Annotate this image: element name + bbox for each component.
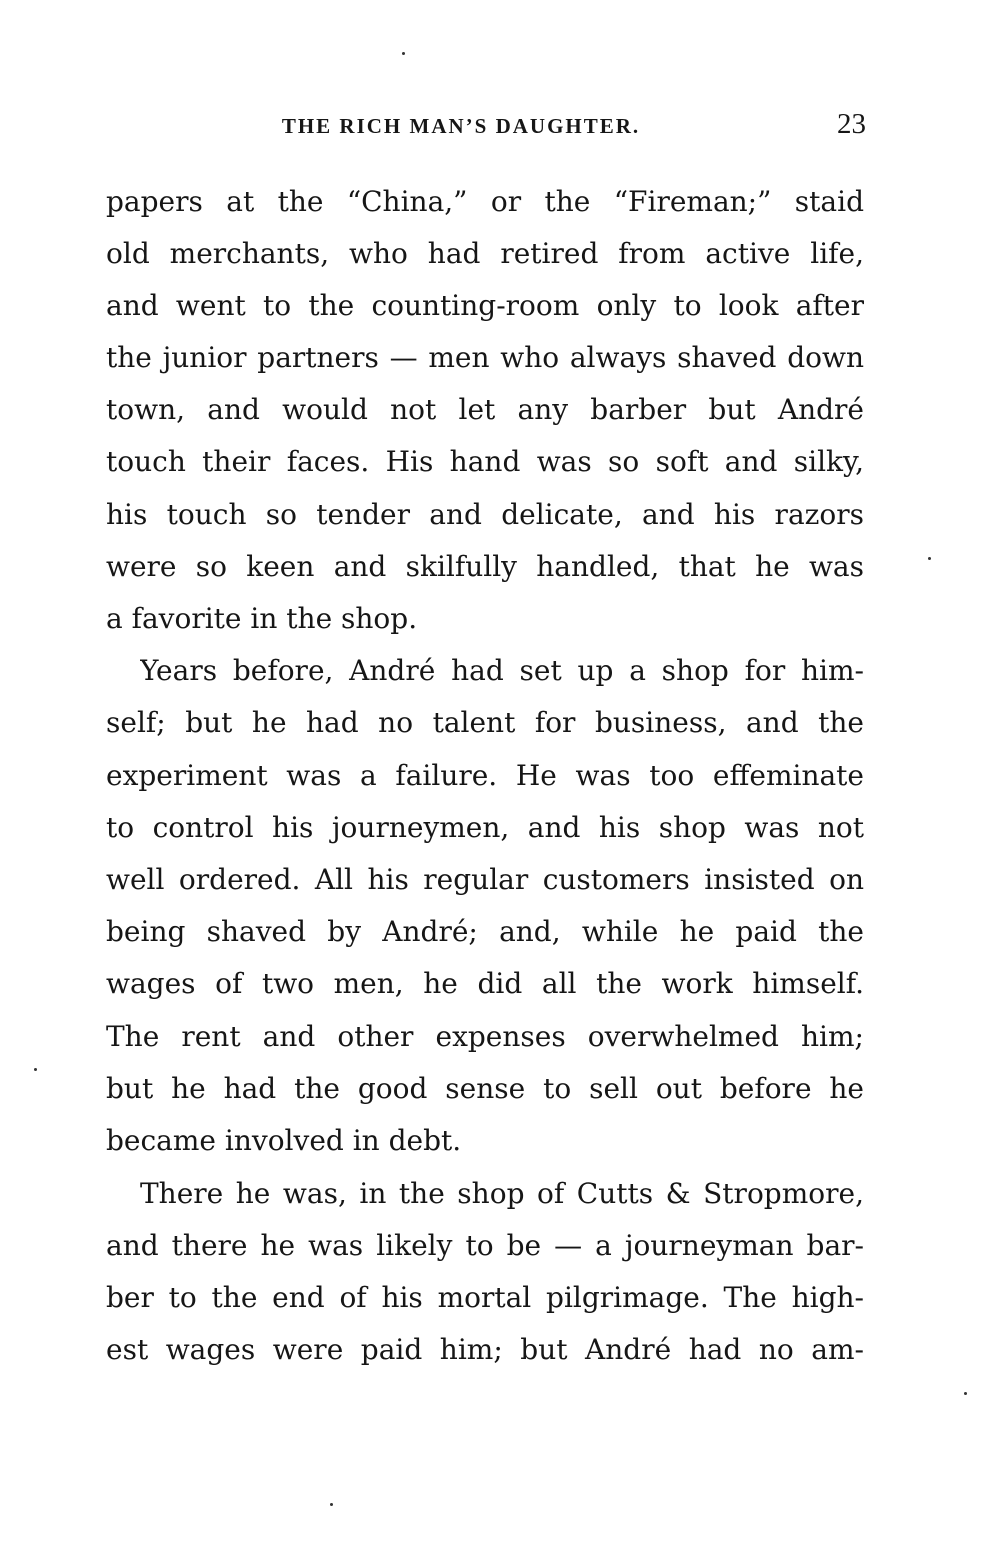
print-speck [330,1503,333,1506]
text-line: town, and would not let any barber but André [106,393,864,426]
text-line: the junior partners — men who always shaved down [106,341,864,374]
text-line: touch their faces. His hand was so soft and silky, [106,445,864,478]
print-speck [402,52,405,55]
text-line: ber to the end of his mortal pilgrimage. The high- [106,1281,864,1314]
paragraph-first-line: There he was, in the shop of Cutts & Stropmore, [140,1177,864,1210]
print-speck [964,1392,967,1395]
text-line: being shaved by André; and, while he paid the [106,915,864,948]
print-speck [928,557,931,560]
text-line: a favorite in the shop. [106,602,418,635]
paragraph-first-line: Years before, André had set up a shop for him- [140,654,864,687]
text-line: became involved in debt. [106,1124,462,1157]
text-line: well ordered. All his regular customers insisted on [106,863,864,896]
page-number: 23 [837,108,866,140]
running-head [106,108,866,142]
text-line: but he had the good sense to sell out before he [106,1072,864,1105]
text-line: were so keen and skilfully handled, that he was [106,550,864,583]
text-line: and there he was likely to be — a journeyman bar- [106,1229,864,1262]
running-head-title: THE RICH MAN’S DAUGHTER. [281,114,641,138]
text-line: est wages were paid him; but André had no am- [106,1333,864,1366]
text-line: papers at the “China,” or the “Fireman;” staid [106,185,864,218]
text-line: his touch so tender and delicate, and his razors [106,498,864,531]
text-line: The rent and other expenses overwhelmed him; [106,1020,864,1053]
text-line: self; but he had no talent for business, and the [106,706,864,739]
text-line: old merchants, who had retired from active life, [106,237,864,270]
text-line: wages of two men, he did all the work himself. [106,967,864,1000]
text-line: and went to the counting-room only to look after [106,289,864,322]
text-line: to control his journeymen, and his shop was not [106,811,864,844]
print-speck [34,1068,37,1071]
text-line: experiment was a failure. He was too effeminate [106,759,864,792]
